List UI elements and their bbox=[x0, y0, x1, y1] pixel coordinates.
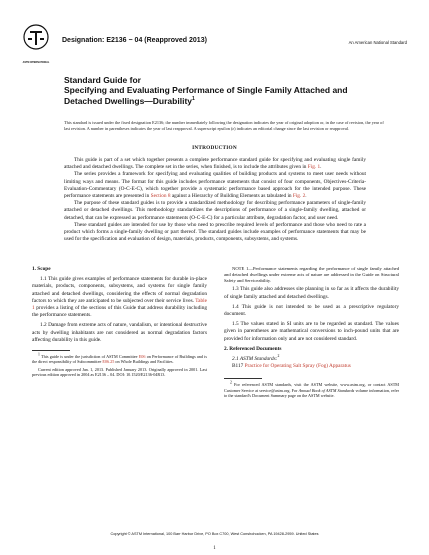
annual-book-title: Annual Book of ASTM Standards bbox=[298, 387, 355, 393]
section-8-link[interactable]: Section 8 bbox=[150, 193, 171, 200]
left-column bbox=[32, 266, 207, 379]
section-1-1-end: provides a listing of the sections of this Guide that address durability including the performance statements. bbox=[32, 305, 207, 319]
page-number: 1 bbox=[213, 546, 216, 551]
footnote-1-text: This guide is under the jurisdiction of ASTM Committee bbox=[41, 354, 139, 360]
intro-p2-end: . bbox=[305, 193, 307, 200]
intro-p1-end: . bbox=[320, 164, 322, 171]
page-title bbox=[64, 85, 364, 106]
standard-issuance-note: This standard is issued under the fixed designation E2136; the number immediately following the designation indicates the year of original adoption or, in the case of revision, the year of last revision. A number in parentheses indicates the year of last reapproval. A superscript epsilon (ε) indicates an editorial change since the last revision or reapproval. bbox=[64, 120, 384, 131]
intro-paragraph: The purpose of these standard guides is to provide a standardized methodology for describing performance parameters of single-family attached or detached dwellings. This methodology standardizes the descriptions of performance of a single-family dwelling, attached or detached, that can be expressed as performance statements (O-C-E-C) for a particular attribute, degradation factor, and user need. bbox=[64, 200, 366, 221]
footnote-1-edition: Current edition approved Jan. 1, 2013. Published January 2013. Originally approved in 2001. Last previous edition approved in 2004 as E2136 – 04. DOI: 10.1520/E2136-04R13. bbox=[32, 366, 207, 377]
intro-paragraph bbox=[64, 171, 366, 200]
footnote-2-mark: 2 bbox=[230, 381, 232, 386]
right-column bbox=[224, 266, 399, 400]
title-prefix: Standard Guide for bbox=[64, 75, 141, 85]
e06-25-link[interactable]: E06.25 bbox=[102, 359, 115, 365]
section-1-4: 1.4 This guide is not intended to be used as a prescriptive regulatory document. bbox=[224, 303, 399, 317]
astm-logo-icon bbox=[22, 24, 50, 64]
b117-reference bbox=[224, 363, 399, 370]
logo-text: ASTM INTERNATIONAL bbox=[22, 61, 50, 64]
section-1-3: 1.3 This guide also addresses site planning in so far as it affects the durability of single family attached and detached dwellings. bbox=[224, 286, 399, 300]
note-1: NOTE 1—Performance statements regarding the performance of single family attached and detached dwellings under extreme acts of nature are addressed in the Guide on Structural Safety and Serviceability. bbox=[224, 266, 399, 283]
copyright-footer: Copyright © ASTM International, 100 Barr Harbor Drive, PO Box C700, West Conshohocken, PA 19428-2959. United States bbox=[110, 532, 319, 536]
fig-1-link[interactable]: Fig. 1 bbox=[307, 164, 321, 171]
intro-p2a-text: The series provides a framework for specifying and evaluating qualities of building products and systems to meet user needs without limiting ways and means. The format for this guide includes performance statements that consist of four components, Objectives-Criteria-Evaluation-Commentary (O-C-E-C), which together provide a systematic performance based approach for the intended purpose. These performance statements are presented in bbox=[64, 171, 366, 200]
footnote-divider bbox=[224, 378, 262, 379]
intro-p1-text: This guide is part of a set which together presents a complete performance standard guide for specifying and evaluating single family attached and detached dwellings. The complete set in the series, when finished, is to include the attributes given in bbox=[64, 157, 366, 171]
footnote-1-text-b: on Performance of Buildings and is the direct responsibility of Subcommittee bbox=[32, 354, 207, 365]
fig-2-link[interactable]: Fig. 2 bbox=[292, 193, 306, 200]
footnote-divider bbox=[32, 350, 70, 351]
introduction-heading: INTRODUCTION bbox=[192, 145, 237, 151]
footnote-1-text-c: on Whole Buildings and Facilities. bbox=[114, 359, 174, 365]
intro-p2b-text: against a Hierarchy of Building Elements as tabulated in bbox=[170, 193, 293, 200]
table-1-link[interactable]: Table 1 bbox=[32, 297, 207, 312]
section-1-2: 1.2 Damage from extreme acts of nature, vandalism, or intentional destructive acts by dwelling inhabitants are not considered as normal degradation factors affecting durability in this guide. bbox=[32, 322, 207, 343]
title-text: Specifying and Evaluating Performance of Single Family Attached and Detached Dwellings—Durability bbox=[64, 85, 348, 106]
scope-heading: 1. Scope bbox=[32, 266, 51, 272]
american-national-standard-label: An American National Standard bbox=[348, 40, 407, 45]
b117-code: B117 bbox=[232, 363, 245, 370]
section-1-1-text: 1.1 This guide gives examples of performance statements for durable in-place materials, products, components, subsystems, and systems for single family attached and detached dwellings, considering the effects of normal degradation factors to which they are anticipated to be subjected over their service lives. bbox=[32, 276, 207, 304]
astm-standards-label: 2.1 ASTM Standards: bbox=[232, 356, 278, 363]
e06-link[interactable]: E06 bbox=[138, 354, 146, 360]
footnote-1 bbox=[32, 354, 207, 365]
referenced-documents-heading: 2. Referenced Documents bbox=[224, 345, 282, 352]
footnote-2-ref[interactable]: 2 bbox=[277, 354, 280, 359]
section-1-5: 1.5 The values stated in SI units are to be regarded as standard. The values given in parentheses are mathematical conversions to inch-pound units that are provided for information only and are not considered standard. bbox=[224, 321, 399, 342]
footnote-2-text: For referenced ASTM standards, visit the ASTM website, www.astm.org, or contact ASTM Customer Service at service@astm.org. For bbox=[224, 382, 400, 393]
intro-paragraph bbox=[64, 157, 366, 171]
title-footnote-mark[interactable]: 1 bbox=[192, 95, 195, 102]
introduction-body bbox=[64, 157, 366, 243]
footnote-1-mark: 1 bbox=[38, 352, 40, 357]
designation: Designation: E2136 − 04 (Reapproved 2013) bbox=[62, 37, 207, 44]
footnote-2 bbox=[224, 382, 399, 398]
footnote-2-text-b: volume information, refer to the standard's Document Summary page on the ASTM website. bbox=[224, 387, 400, 399]
intro-paragraph: These standard guides are intended for use by those who need to prescribe required levels of performance and those who need to rate a product which forms a single-family dwelling or part thereof. The standard guides include examples of performance statements that may be used for the specification and evaluation of design, materials, products, components, subsystems, and systems. bbox=[64, 221, 366, 243]
section-1-1 bbox=[32, 276, 207, 319]
b117-link[interactable]: Practice for Operating Salt Spray (Fog) Apparatus bbox=[244, 363, 351, 370]
